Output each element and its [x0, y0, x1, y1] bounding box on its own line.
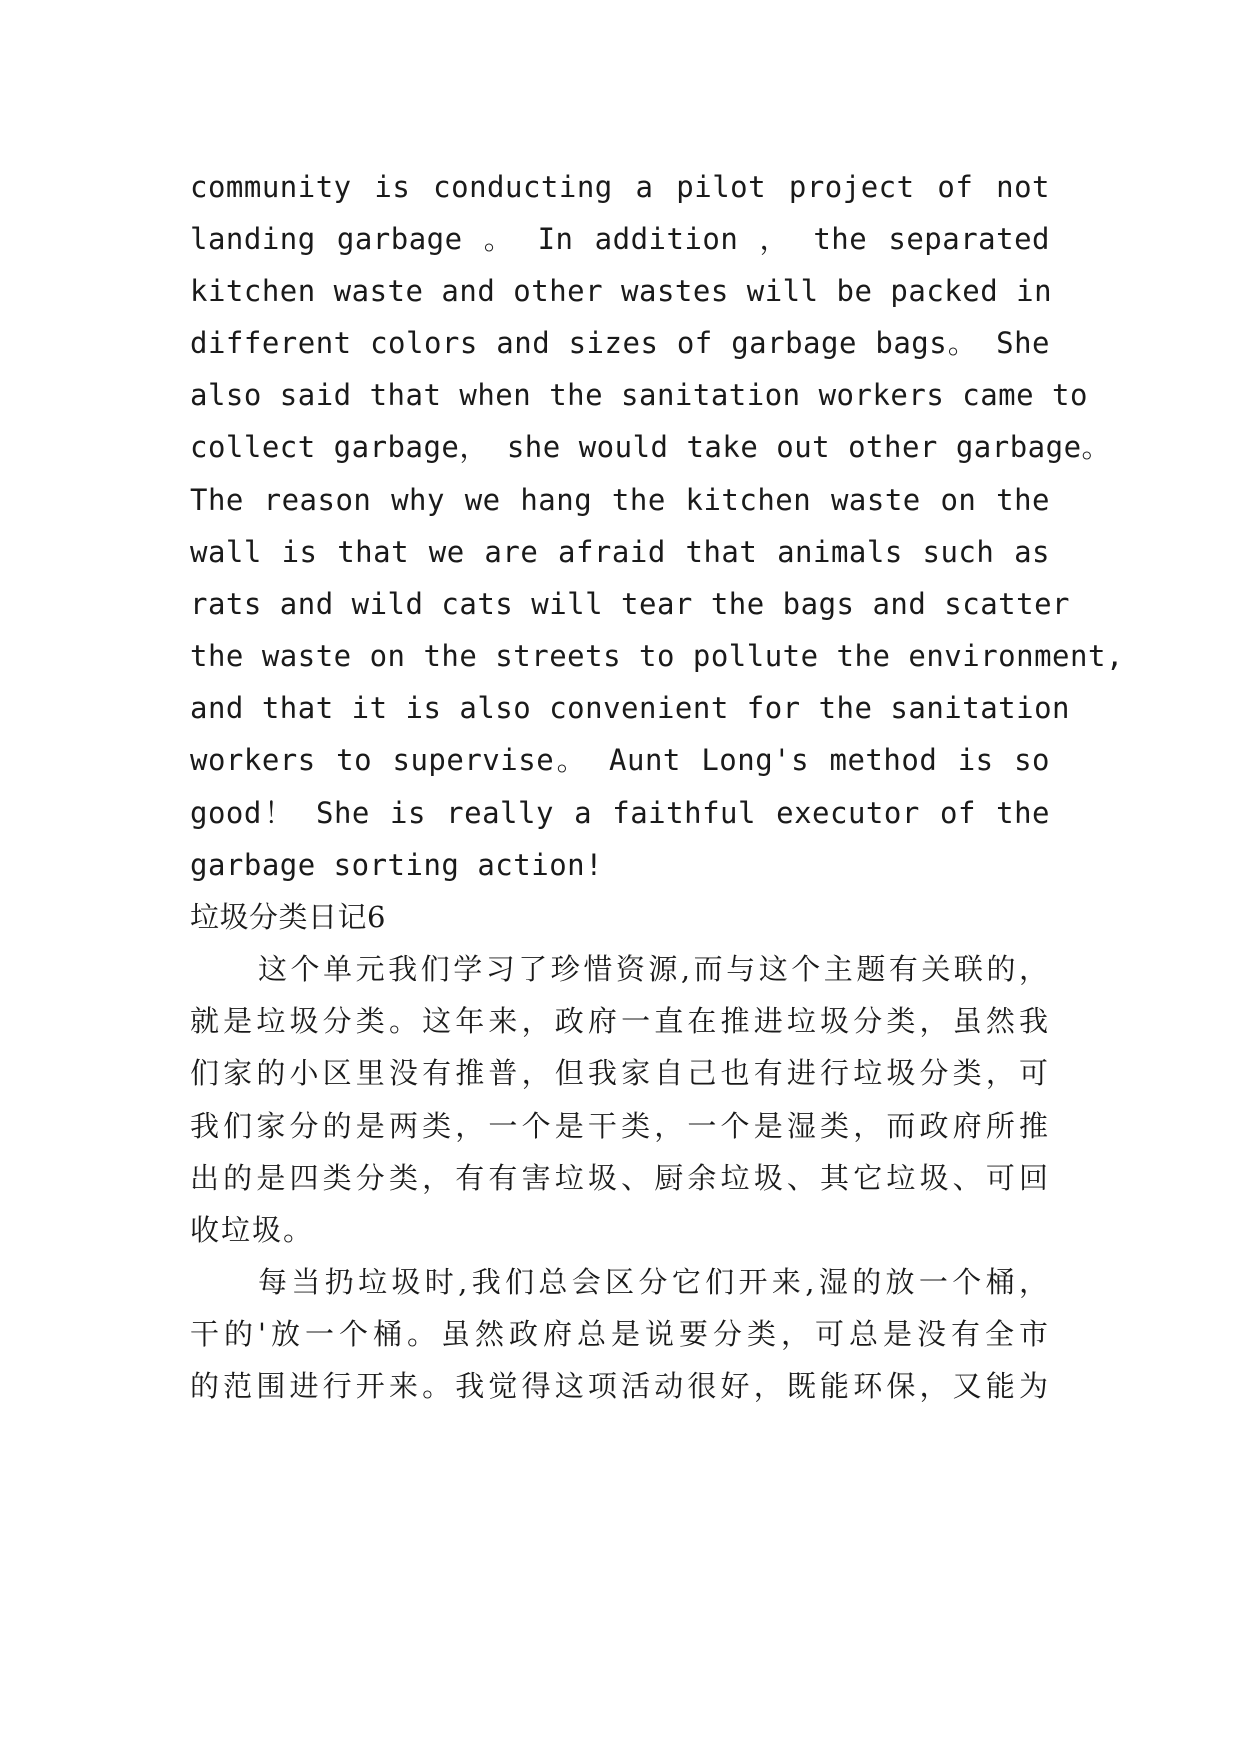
text-line: garbage sorting action!	[190, 848, 604, 882]
text-line: The reason why we hang the kitchen waste on the	[190, 483, 1050, 517]
text-line: and that it is also convenient for the sanitation	[190, 691, 1071, 725]
section-heading: 垃圾分类日记6	[190, 900, 386, 934]
text-line: the waste on the streets to pollute the environment,	[190, 639, 1124, 673]
text-line: workers to supervise。 Aunt Long's method is so	[190, 743, 1050, 777]
text-line: kitchen waste and other wastes will be packed in	[190, 274, 1053, 308]
text-line: landing garbage 。 In addition ， the separated	[190, 222, 1050, 256]
text-line: 出的是四类分类，有有害垃圾、厨余垃圾、其它垃圾、可回	[190, 1161, 1050, 1195]
text-line: wall is that we are afraid that animals such as	[190, 535, 1050, 569]
text-line: collect garbage， she would take out other garbage。	[190, 430, 1112, 464]
text-line: also said that when the sanitation workers came to	[190, 378, 1088, 412]
text-line: 的范围进行开来。我觉得这项活动很好，既能环保，又能为	[190, 1369, 1050, 1403]
text-line: 我们家分的是两类，一个是干类，一个是湿类，而政府所推	[190, 1109, 1050, 1143]
text-line: 就是垃圾分类。这年来，政府一直在推进垃圾分类，虽然我	[190, 1004, 1050, 1038]
text-line: 这个单元我们学习了珍惜资源,而与这个主题有关联的，	[258, 952, 1050, 986]
text-line: 们家的小区里没有推普，但我家自己也有进行垃圾分类，可	[190, 1056, 1050, 1090]
text-line: rats and wild cats will tear the bags and scatter	[190, 587, 1071, 621]
text-line: good！ She is really a faithful executor of the	[190, 796, 1050, 830]
text-line: 收垃圾。	[190, 1213, 315, 1247]
text-line: 每当扔垃圾时,我们总会区分它们开来,湿的放一个桶，	[258, 1265, 1050, 1299]
text-line: community is conducting a pilot project of not	[190, 170, 1050, 204]
text-line: 干的'放一个桶。虽然政府总是说要分类，可总是没有全市	[190, 1317, 1050, 1351]
text-line: different colors and sizes of garbage bags。 She	[190, 326, 1050, 360]
